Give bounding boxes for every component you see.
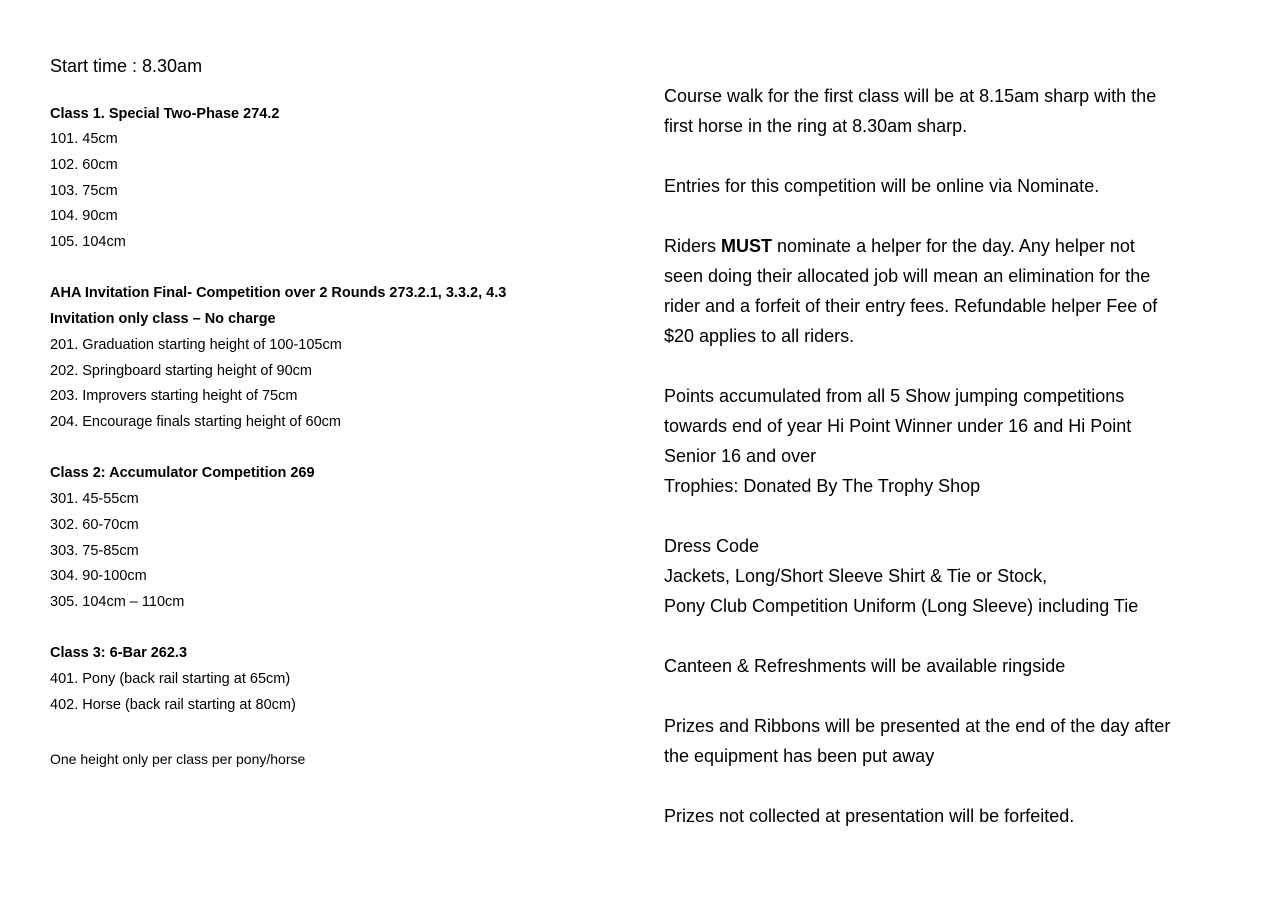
class3-heading: Class 3: 6-Bar 262.3 bbox=[50, 645, 188, 661]
dress-code-line: Pony Club Competition Uniform (Long Sleeve) including Tie bbox=[664, 596, 1139, 616]
list-item: 302. 60-70cm bbox=[50, 517, 139, 533]
points-line: towards end of year Hi Point Winner under 16 and Hi Point bbox=[664, 416, 1132, 436]
points-line: Senior 16 and over bbox=[664, 446, 817, 466]
list-item: 104. 90cm bbox=[50, 208, 118, 224]
riders-line: seen doing their allocated job will mean an elimination for the bbox=[664, 266, 1151, 286]
dress-code-heading: Dress Code bbox=[664, 536, 760, 556]
start-time: Start time : 8.30am bbox=[50, 56, 203, 76]
list-item: 402. Horse (back rail starting at 80cm) bbox=[50, 697, 296, 713]
dress-code-line: Jackets, Long/Short Sleeve Shirt & Tie or Stock, bbox=[664, 566, 1048, 586]
list-item: 301. 45-55cm bbox=[50, 491, 139, 507]
list-item: 203. Improvers starting height of 75cm bbox=[50, 388, 298, 404]
must-emphasis: MUST bbox=[721, 236, 773, 256]
course-walk-line: first horse in the ring at 8.30am sharp. bbox=[664, 116, 968, 136]
list-item: 304. 90-100cm bbox=[50, 568, 147, 584]
list-item: 101. 45cm bbox=[50, 131, 118, 147]
riders-suffix: nominate a helper for the day. Any helper not bbox=[772, 236, 1135, 256]
riders-prefix: Riders bbox=[664, 236, 722, 256]
riders-line bbox=[664, 236, 1135, 257]
riders-line: $20 applies to all riders. bbox=[664, 326, 855, 346]
riders-line: rider and a forfeit of their entry fees. Refundable helper Fee of bbox=[664, 296, 1158, 316]
list-item: 201. Graduation starting height of 100-105cm bbox=[50, 337, 342, 353]
forfeit-text: Prizes not collected at presentation will be forfeited. bbox=[664, 806, 1075, 826]
course-walk-line: Course walk for the first class will be at 8.15am sharp with the bbox=[664, 86, 1157, 106]
list-item: 204. Encourage finals starting height of 60cm bbox=[50, 414, 341, 430]
canteen-text: Canteen & Refreshments will be available ringside bbox=[664, 656, 1066, 676]
class1-heading: Class 1. Special Two-Phase 274.2 bbox=[50, 106, 280, 122]
list-item: 401. Pony (back rail starting at 65cm) bbox=[50, 671, 291, 687]
aha-heading: AHA Invitation Final- Competition over 2 Rounds 273.2.1, 3.3.2, 4.3 bbox=[50, 285, 507, 301]
list-item: 102. 60cm bbox=[50, 157, 118, 173]
aha-subheading: Invitation only class – No charge bbox=[50, 311, 276, 327]
list-item: 105. 104cm bbox=[50, 234, 126, 250]
points-line: Points accumulated from all 5 Show jumping competitions bbox=[664, 386, 1125, 406]
trophies-line: Trophies: Donated By The Trophy Shop bbox=[664, 476, 981, 496]
entries-text: Entries for this competition will be online via Nominate. bbox=[664, 176, 1100, 196]
list-item: 305. 104cm – 110cm bbox=[50, 594, 185, 610]
prizes-line: Prizes and Ribbons will be presented at the end of the day after bbox=[664, 716, 1171, 736]
prizes-line: the equipment has been put away bbox=[664, 746, 935, 766]
list-item: 103. 75cm bbox=[50, 183, 118, 199]
list-item: 303. 75-85cm bbox=[50, 543, 139, 559]
height-note: One height only per class per pony/horse bbox=[50, 751, 306, 767]
class2-heading: Class 2: Accumulator Competition 269 bbox=[50, 465, 315, 481]
list-item: 202. Springboard starting height of 90cm bbox=[50, 363, 312, 379]
